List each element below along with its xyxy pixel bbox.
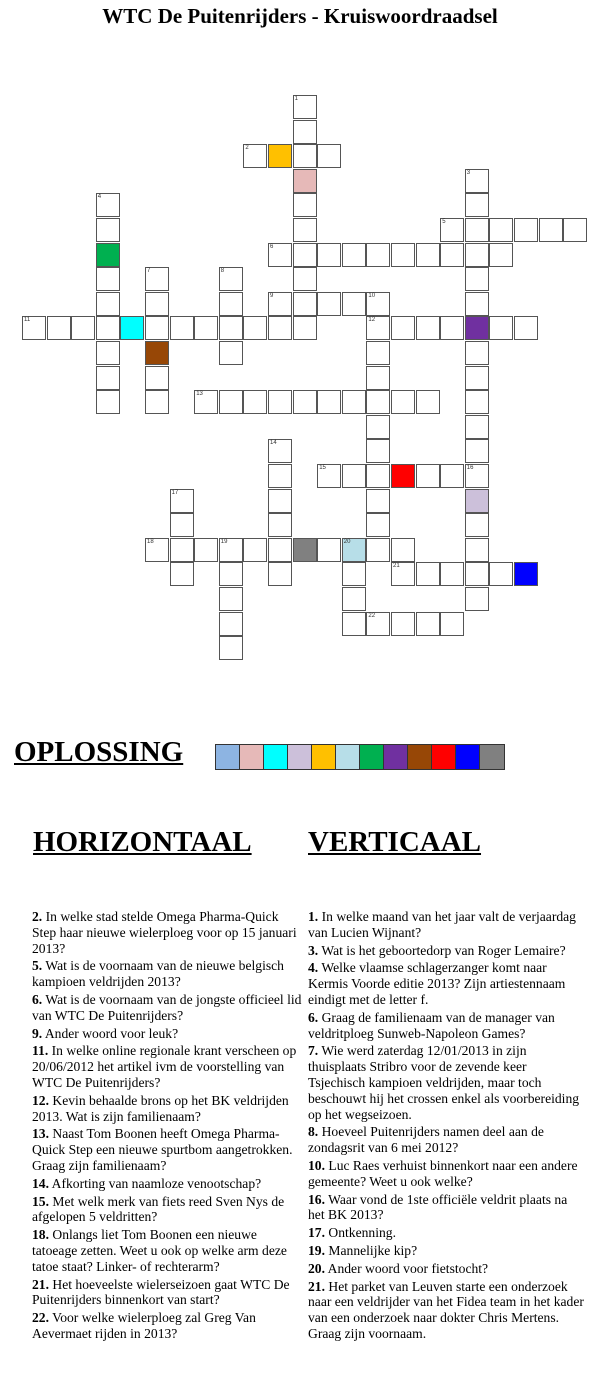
clue-number: 9. bbox=[32, 1025, 43, 1041]
crossword-cell-colored[interactable] bbox=[268, 144, 292, 168]
crossword-cell[interactable] bbox=[194, 390, 218, 414]
crossword-cell[interactable] bbox=[465, 439, 489, 463]
crossword-cell-colored[interactable] bbox=[465, 489, 489, 513]
clue-item bbox=[308, 1243, 584, 1259]
crossword-cell[interactable] bbox=[342, 292, 366, 316]
clue-item bbox=[32, 1126, 304, 1173]
crossword-cell[interactable] bbox=[440, 464, 464, 488]
crossword-cell[interactable] bbox=[219, 612, 243, 636]
clue-number: 5. bbox=[32, 958, 43, 974]
clue-number: 3. bbox=[308, 942, 319, 958]
crossword-cell-colored[interactable] bbox=[465, 316, 489, 340]
crossword-cell[interactable] bbox=[440, 612, 464, 636]
clue-number: 14 bbox=[270, 440, 277, 447]
clue-number: 14. bbox=[32, 1175, 49, 1191]
crossword-cell[interactable] bbox=[170, 538, 194, 562]
crossword-cell[interactable] bbox=[96, 316, 120, 340]
crossword-cell[interactable] bbox=[170, 562, 194, 586]
clue-text: Ontkenning. bbox=[325, 1225, 396, 1241]
crossword-cell[interactable] bbox=[170, 316, 194, 340]
clue-number: 12 bbox=[368, 317, 376, 324]
clue-item bbox=[32, 958, 304, 990]
crossword-cell[interactable] bbox=[440, 243, 464, 267]
crossword-cell[interactable] bbox=[489, 243, 513, 267]
crossword-cell[interactable] bbox=[293, 390, 317, 414]
solution-cell[interactable] bbox=[456, 745, 480, 769]
verticaal-clue-list bbox=[308, 909, 584, 1344]
clue-number: 2 bbox=[245, 145, 249, 152]
clue-text: Mannelijke kip? bbox=[325, 1242, 418, 1258]
clue-number: 16 bbox=[466, 465, 474, 471]
solution-cell[interactable] bbox=[408, 745, 432, 769]
clue-number: 6. bbox=[308, 1009, 319, 1025]
horizontaal-heading: HORIZONTAAL bbox=[33, 826, 252, 858]
solution-cell[interactable] bbox=[336, 745, 360, 769]
crossword-cell[interactable] bbox=[219, 316, 243, 340]
crossword-cell[interactable] bbox=[268, 316, 292, 340]
crossword-cell[interactable] bbox=[219, 390, 243, 414]
solution-cell[interactable] bbox=[312, 745, 336, 769]
crossword-cell[interactable] bbox=[416, 390, 440, 414]
crossword-cell-colored[interactable] bbox=[120, 316, 144, 340]
clue-number: 20. bbox=[308, 1260, 325, 1276]
crossword-cell[interactable] bbox=[465, 218, 489, 242]
clue-number: 13 bbox=[196, 391, 203, 398]
clue-text: Waar vond de 1ste officiële veldrit plaats na het BK 2013? bbox=[308, 1191, 568, 1223]
clue-text: Onlangs liet Tom Boonen een nieuwe tatoeage zetten. Weet u ook op welke arm deze tatoe staat? Linker- of rechterarm? bbox=[32, 1227, 287, 1274]
crossword-cell[interactable] bbox=[317, 243, 341, 267]
solution-strip bbox=[215, 744, 505, 770]
crossword-cell[interactable] bbox=[268, 489, 292, 513]
crossword-cell[interactable] bbox=[293, 144, 317, 168]
crossword-cell-colored[interactable] bbox=[145, 341, 169, 365]
clue-item bbox=[308, 1043, 584, 1122]
crossword-cell[interactable] bbox=[465, 169, 489, 193]
clue-number: 20 bbox=[343, 538, 351, 545]
clue-text: Hoeveel Puitenrijders namen deel aan de zondagsrit van 6 mei 2012? bbox=[308, 1124, 544, 1156]
clue-text: Ander woord voor fietstocht? bbox=[325, 1260, 489, 1276]
crossword-cell[interactable] bbox=[96, 390, 120, 414]
clue-item bbox=[32, 909, 304, 956]
crossword-cell[interactable] bbox=[293, 292, 317, 316]
clue-item bbox=[308, 960, 584, 1007]
clue-number: 7. bbox=[308, 1043, 319, 1059]
crossword-cell[interactable] bbox=[465, 538, 489, 562]
clue-item bbox=[32, 1176, 304, 1192]
clue-item bbox=[32, 1093, 304, 1125]
crossword-cell[interactable] bbox=[465, 292, 489, 316]
crossword-cell[interactable] bbox=[366, 415, 390, 439]
crossword-cell[interactable] bbox=[243, 538, 267, 562]
clue-text: In welke online regionale krant verscheen op 20/06/2012 het artikel ivm de voorstelling van WTC De Puitenrijders? bbox=[32, 1043, 297, 1090]
crossword-cell[interactable] bbox=[366, 439, 390, 463]
crossword-cell[interactable] bbox=[145, 390, 169, 414]
clue-number: 5 bbox=[442, 219, 446, 225]
clue-item bbox=[32, 1227, 304, 1274]
crossword-cell[interactable] bbox=[219, 636, 243, 660]
clue-item bbox=[308, 909, 584, 941]
crossword-cell[interactable] bbox=[219, 538, 243, 562]
clue-item bbox=[308, 1192, 584, 1224]
crossword-cell[interactable] bbox=[96, 267, 120, 291]
clue-text: Graag de familienaam van de manager van veldritploeg Sunweb-Napoleon Games? bbox=[308, 1009, 555, 1041]
crossword-cell[interactable] bbox=[416, 562, 440, 586]
crossword-cell[interactable] bbox=[268, 538, 292, 562]
clue-text: In welke maand van het jaar valt de verjaardag van Lucien Wijnant? bbox=[308, 909, 576, 940]
clue-item bbox=[308, 1124, 584, 1156]
crossword-cell[interactable] bbox=[268, 464, 292, 488]
clue-number: 10. bbox=[308, 1157, 325, 1173]
crossword-cell[interactable] bbox=[514, 316, 538, 340]
crossword-cell[interactable] bbox=[465, 366, 489, 390]
clue-number: 11 bbox=[24, 317, 31, 324]
clue-text: Kevin behaalde brons op het BK veldrijden 2013. Wat is zijn familienaam? bbox=[32, 1092, 289, 1124]
clue-number: 15. bbox=[32, 1193, 49, 1209]
crossword-cell[interactable] bbox=[342, 243, 366, 267]
crossword-cell[interactable] bbox=[145, 366, 169, 390]
clue-number: 15 bbox=[319, 465, 326, 471]
crossword-cell[interactable] bbox=[293, 243, 317, 267]
crossword-cell[interactable] bbox=[489, 218, 513, 242]
clue-item bbox=[308, 1279, 584, 1342]
crossword-cell-colored[interactable] bbox=[293, 169, 317, 193]
crossword-cell[interactable] bbox=[465, 341, 489, 365]
clue-number: 9 bbox=[270, 292, 274, 299]
crossword-cell[interactable] bbox=[317, 464, 341, 488]
clue-item bbox=[32, 1194, 304, 1226]
crossword-cell[interactable] bbox=[440, 218, 464, 242]
crossword-cell[interactable] bbox=[342, 464, 366, 488]
crossword-cell[interactable] bbox=[391, 390, 415, 414]
clue-number: 8 bbox=[220, 268, 225, 275]
crossword-cell[interactable] bbox=[317, 390, 341, 414]
clue-item bbox=[308, 1261, 584, 1277]
crossword-cell[interactable] bbox=[293, 193, 317, 217]
crossword-cell[interactable] bbox=[440, 562, 464, 586]
crossword-cell[interactable] bbox=[243, 316, 267, 340]
crossword-cell[interactable] bbox=[293, 316, 317, 340]
clue-text: Naast Tom Boonen heeft Omega Pharma-Quick Step een nieuwe spurtbom aangetrokken. Graag zijn familienaam? bbox=[32, 1126, 293, 1173]
page-title: WTC De Puitenrijders - Kruiswoordraadsel bbox=[102, 4, 498, 28]
crossword-cell[interactable] bbox=[268, 390, 292, 414]
crossword-cell-colored[interactable] bbox=[293, 538, 317, 562]
clue-number: 6. bbox=[32, 991, 43, 1007]
crossword-cell[interactable] bbox=[465, 562, 489, 586]
crossword-cell[interactable] bbox=[366, 489, 390, 513]
solution-cell[interactable] bbox=[216, 745, 240, 769]
solution-cell[interactable] bbox=[288, 745, 312, 769]
crossword-cell[interactable] bbox=[489, 562, 513, 586]
clue-text: Voor welke wielerploeg zal Greg Van Aevermaet rijden in 2013? bbox=[32, 1310, 256, 1341]
crossword-cell-colored[interactable] bbox=[342, 538, 366, 562]
crossword-cell[interactable] bbox=[465, 513, 489, 537]
crossword-cell-colored[interactable] bbox=[391, 464, 415, 488]
crossword-cell[interactable] bbox=[366, 513, 390, 537]
crossword-cell[interactable] bbox=[293, 95, 317, 119]
crossword-cell[interactable] bbox=[317, 292, 341, 316]
crossword-cell[interactable] bbox=[489, 316, 513, 340]
crossword-cell[interactable] bbox=[366, 612, 390, 636]
crossword-cell[interactable] bbox=[170, 513, 194, 537]
clue-item bbox=[32, 1043, 304, 1090]
crossword-cell[interactable] bbox=[170, 489, 194, 513]
crossword-cell[interactable] bbox=[366, 292, 390, 316]
clue-number: 18. bbox=[32, 1227, 49, 1243]
crossword-cell[interactable] bbox=[219, 562, 243, 586]
crossword-cell[interactable] bbox=[47, 316, 71, 340]
crossword-cell[interactable] bbox=[391, 538, 415, 562]
crossword-cell[interactable] bbox=[440, 316, 464, 340]
clue-number: 19 bbox=[220, 538, 228, 545]
crossword-cell[interactable] bbox=[96, 218, 120, 242]
clue-number: 17 bbox=[171, 489, 179, 496]
crossword-cell[interactable] bbox=[145, 316, 169, 340]
crossword-cell[interactable] bbox=[293, 218, 317, 242]
clue-number: 21 bbox=[393, 563, 400, 570]
crossword-cell[interactable] bbox=[465, 464, 489, 488]
crossword-cell[interactable] bbox=[366, 464, 390, 488]
crossword-cell[interactable] bbox=[465, 193, 489, 217]
clue-item bbox=[32, 992, 304, 1024]
crossword-cell[interactable] bbox=[194, 316, 218, 340]
crossword-cell[interactable] bbox=[416, 612, 440, 636]
crossword-cell-colored[interactable] bbox=[514, 562, 538, 586]
crossword-cell[interactable] bbox=[366, 341, 390, 365]
crossword-cell[interactable] bbox=[71, 316, 95, 340]
crossword-cell[interactable] bbox=[465, 390, 489, 414]
clue-text: Wat is het geboortedorp van Roger Lemaire? bbox=[318, 942, 566, 958]
crossword-cell[interactable] bbox=[268, 243, 292, 267]
clue-text: Afkorting van naamloze venootschap? bbox=[49, 1175, 262, 1191]
clue-text: Wie werd zaterdag 12/01/2013 in zijn thuisplaats Stribro voor de zevende keer Tsjechisch kampioen veldrijden, maar toch beschouwt hij het crossen enkel als voorbereiding op het wegseizoen. bbox=[308, 1043, 580, 1122]
crossword-cell[interactable] bbox=[317, 538, 341, 562]
solution-heading: OPLOSSING bbox=[14, 736, 184, 768]
crossword-cell[interactable] bbox=[342, 612, 366, 636]
clue-number: 8. bbox=[308, 1124, 319, 1140]
crossword-cell[interactable] bbox=[268, 513, 292, 537]
clue-item bbox=[32, 1026, 304, 1042]
crossword-cell[interactable] bbox=[391, 243, 415, 267]
clue-number: 1 bbox=[294, 96, 298, 102]
clue-number: 21. bbox=[32, 1276, 49, 1292]
solution-cell[interactable] bbox=[432, 745, 456, 769]
crossword-cell[interactable] bbox=[416, 316, 440, 340]
crossword-cell[interactable] bbox=[219, 587, 243, 611]
crossword-cell[interactable] bbox=[416, 464, 440, 488]
verticaal-heading: VERTICAAL bbox=[308, 826, 482, 858]
crossword-cell[interactable] bbox=[219, 341, 243, 365]
clue-number: 3 bbox=[466, 169, 471, 176]
clue-text: Het hoeveelste wielerseizoen gaat WTC De Puitenrijders binnenkort van start? bbox=[32, 1276, 290, 1308]
solution-cell[interactable] bbox=[480, 745, 504, 769]
clue-text: Wat is de voornaam van de nieuwe belgisch kampioen veldrijden 2013? bbox=[32, 958, 284, 990]
crossword-cell[interactable] bbox=[22, 316, 46, 340]
crossword-cell-colored[interactable] bbox=[96, 243, 120, 267]
crossword-cell[interactable] bbox=[96, 292, 120, 316]
crossword-cell[interactable] bbox=[465, 267, 489, 291]
clue-number: 22 bbox=[368, 612, 376, 619]
clue-number: 7 bbox=[147, 268, 151, 275]
clue-number: 4. bbox=[308, 960, 319, 976]
crossword-cell[interactable] bbox=[243, 390, 267, 414]
clue-text: Wat is de voornaam van de jongste officieel lid van WTC De Puitenrijders? bbox=[32, 991, 302, 1023]
crossword-cell[interactable] bbox=[366, 316, 390, 340]
crossword-cell[interactable] bbox=[219, 292, 243, 316]
crossword-cell[interactable] bbox=[96, 193, 120, 217]
clue-number: 6 bbox=[270, 243, 274, 250]
clue-number: 10 bbox=[368, 292, 376, 299]
clue-number: 2. bbox=[32, 909, 43, 924]
crossword-cell[interactable] bbox=[96, 341, 120, 365]
crossword-cell[interactable] bbox=[293, 120, 317, 144]
crossword-cell[interactable] bbox=[366, 243, 390, 267]
crossword-cell[interactable] bbox=[194, 538, 218, 562]
clue-item bbox=[308, 943, 584, 959]
crossword-cell[interactable] bbox=[465, 587, 489, 611]
solution-cell[interactable] bbox=[360, 745, 384, 769]
clue-number: 17. bbox=[308, 1225, 325, 1241]
solution-cell[interactable] bbox=[240, 745, 264, 769]
crossword-cell[interactable] bbox=[342, 587, 366, 611]
clue-item bbox=[32, 1277, 304, 1309]
crossword-cell[interactable] bbox=[563, 218, 587, 242]
clue-number: 18 bbox=[147, 538, 154, 545]
clue-number: 12. bbox=[32, 1092, 49, 1108]
crossword-cell[interactable] bbox=[268, 439, 292, 463]
clue-item bbox=[32, 1310, 304, 1342]
crossword-cell[interactable] bbox=[96, 366, 120, 390]
crossword-cell[interactable] bbox=[366, 538, 390, 562]
crossword-cell[interactable] bbox=[465, 243, 489, 267]
crossword-cell[interactable] bbox=[391, 612, 415, 636]
clue-number: 16. bbox=[308, 1191, 325, 1207]
clue-number: 22. bbox=[32, 1310, 49, 1326]
crossword-cell[interactable] bbox=[539, 218, 563, 242]
clue-number: 1. bbox=[308, 909, 319, 924]
crossword-cell[interactable] bbox=[514, 218, 538, 242]
clue-number: 4 bbox=[97, 194, 102, 201]
clue-number: 21. bbox=[308, 1278, 325, 1294]
crossword-cell[interactable] bbox=[268, 292, 292, 316]
crossword-cell[interactable] bbox=[145, 292, 169, 316]
crossword-cell[interactable] bbox=[145, 538, 169, 562]
crossword-cell[interactable] bbox=[342, 562, 366, 586]
solution-cell[interactable] bbox=[264, 745, 288, 769]
clue-number: 13. bbox=[32, 1126, 49, 1142]
clue-text: Luc Raes verhuist binnenkort naar een andere gemeente? Weet u ook welke? bbox=[308, 1157, 578, 1189]
solution-cell[interactable] bbox=[384, 745, 408, 769]
crossword-cell[interactable] bbox=[145, 267, 169, 291]
clue-text: Het parket van Leuven starte een onderzoek naar een veldrijder van het Fidea team in het kader van een onderzoek naar dokter Chris Mertens. Graag zijn voornaam. bbox=[308, 1278, 584, 1341]
crossword-cell[interactable] bbox=[268, 562, 292, 586]
crossword-cell[interactable] bbox=[416, 243, 440, 267]
clue-text: Ander woord voor leuk? bbox=[42, 1025, 179, 1041]
horizontaal-clue-list bbox=[32, 909, 304, 1344]
clue-item bbox=[308, 1225, 584, 1241]
clue-text: In welke stad stelde Omega Pharma-Quick Step haar nieuwe wielerploeg voor op 15 januari 2013? bbox=[32, 909, 297, 956]
crossword-cell[interactable] bbox=[293, 267, 317, 291]
crossword-cell[interactable] bbox=[219, 267, 243, 291]
crossword-cell[interactable] bbox=[391, 316, 415, 340]
clue-number: 11. bbox=[32, 1043, 49, 1059]
clue-number: 19. bbox=[308, 1242, 325, 1258]
crossword-cell[interactable] bbox=[366, 366, 390, 390]
crossword-cell[interactable] bbox=[317, 144, 341, 168]
crossword-cell[interactable] bbox=[465, 415, 489, 439]
clue-item bbox=[308, 1010, 584, 1042]
crossword-cell[interactable] bbox=[243, 144, 267, 168]
clue-item bbox=[308, 1158, 584, 1190]
crossword-cell[interactable] bbox=[366, 390, 390, 414]
crossword-cell[interactable] bbox=[391, 562, 415, 586]
clue-text: Welke vlaamse schlagerzanger komt naar Kermis Voorde editie 2013? Zijn artiestennaam eindigt met de letter f. bbox=[308, 960, 566, 1007]
crossword-cell[interactable] bbox=[342, 390, 366, 414]
clue-text: Met welk merk van fiets reed Sven Nys de afgelopen 5 veldritten? bbox=[32, 1193, 285, 1225]
